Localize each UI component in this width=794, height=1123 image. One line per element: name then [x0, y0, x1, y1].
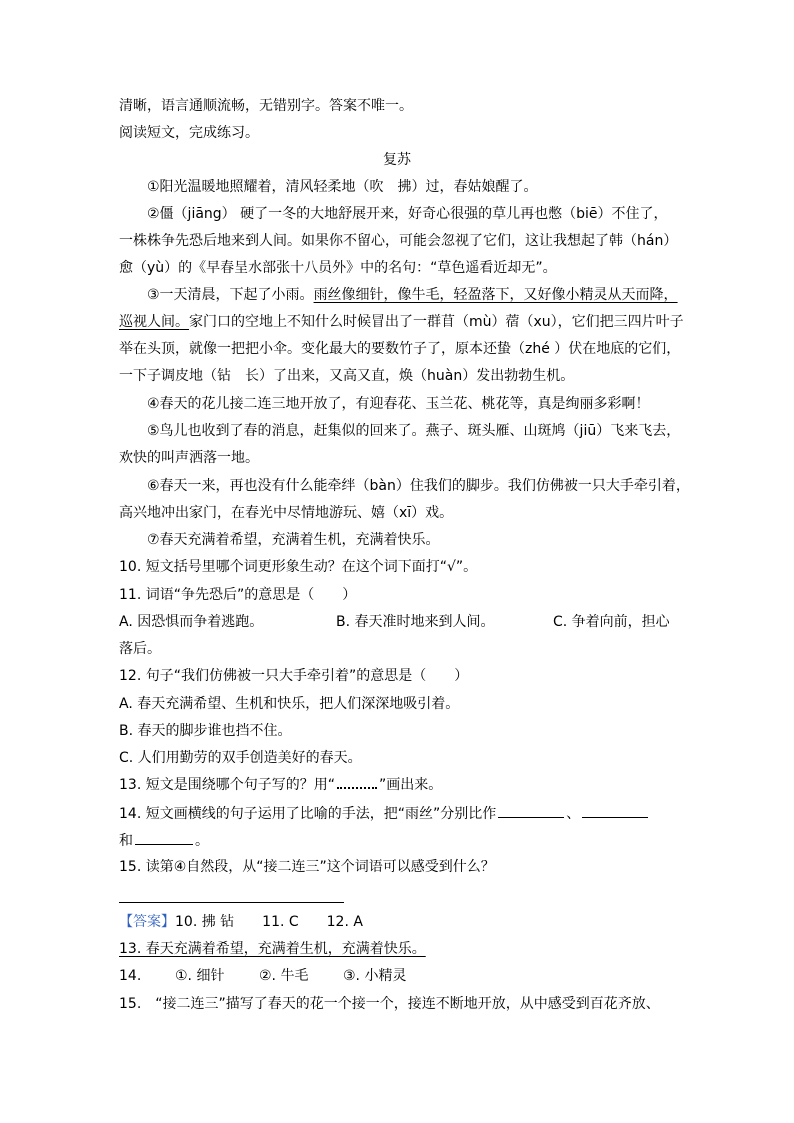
text: 13. 短文是围绕哪个句子写的？用“: [119, 777, 335, 793]
option-b: B. 春天准时地来到人间。: [336, 614, 495, 630]
paragraph-2-line: 一株株争先恐后地来到人间。如果你不留心，可能会忽视了它们，这让我想起了韩（hán）: [119, 233, 678, 249]
question-13: [119, 775, 442, 795]
text: 。: [195, 833, 209, 849]
answer-15: 15. “接二连三”描写了春天的花一个接一个，接连不断地开放，从中感受到百花齐放、: [119, 996, 660, 1012]
instruction: 阅读短文，完成练习。: [119, 125, 259, 141]
option-c: C. 人们用勤劳的双手创造美好的春天。: [119, 750, 362, 766]
answer-14-a: ①. 细针: [175, 968, 225, 984]
text: ③一天清晨，下起了小雨。: [147, 287, 314, 303]
question-10: 10. 短文括号里哪个词更形象生动？在这个词下面打“√”。: [119, 559, 478, 575]
option-c: C. 争着向前，担心: [553, 614, 670, 630]
text-line: 清晰，语言通顺流畅，无错别字。答案不唯一。: [119, 98, 413, 114]
paragraph-3-line: [147, 285, 678, 305]
text: 家门口的空地上不知什么时候冒出了一群苜（mù）蓿（xu），它们把三四片叶子: [189, 314, 684, 330]
text: 、: [566, 806, 581, 822]
divider: [119, 902, 344, 903]
text: 10. 拂 钻 11. C 12. A: [175, 914, 363, 930]
answer-blank[interactable]: [498, 803, 564, 818]
answer-14-number: 14.: [119, 968, 142, 984]
paragraph-5-line: 欢快的叫声洒落一地。: [119, 450, 259, 466]
answer-blank[interactable]: [135, 830, 193, 845]
text: 13. 春天充满着希望，充满着生机，充满着快乐。: [119, 941, 426, 957]
underlined-sentence: 雨丝像细针，像牛毛，轻盈落下，又好像小精灵从天而降，: [313, 287, 678, 303]
paragraph-3-line: [119, 312, 684, 332]
paragraph-3-line: 一下子调皮地（钻 长）了出来，又高又直，焕（huàn）发出勃勃生机。: [119, 368, 575, 384]
text: ”画出来。: [378, 777, 443, 793]
paragraph-1: ①阳光温暖地照耀着，清风轻柔地（吹 拂）过，春姑娘醒了。: [147, 179, 538, 195]
option-c-continued: 落后。: [119, 641, 161, 657]
option-b: B. 春天的脚步谁也挡不住。: [119, 723, 292, 739]
text: 14. 短文画横线的句子运用了比喻的手法，把“雨丝”分别比作: [119, 806, 497, 822]
paragraph-3-line: 举在头顶，就像一把把小伞。变化最大的要数竹子了，原本还蛰（zhé ）伏在地底的它们，: [119, 341, 681, 357]
paragraph-5-line: ⑤鸟儿也收到了春的消息，赶集似的回来了。燕子、斑头雁、山斑鸠（jiū）飞来飞去，: [147, 423, 681, 439]
option-a: A. 春天充满希望、生机和快乐，把人们深深地吸引着。: [119, 696, 460, 712]
paragraph-2-line: ②僵（jiāng） 硬了一冬的大地舒展开来，好奇心很强的草儿再也憋（biē）不住了，: [147, 206, 668, 222]
text: 和: [119, 833, 133, 849]
question-14-continued: [119, 830, 209, 851]
paragraph-7: ⑦春天充满着希望，充满着生机，充满着快乐。: [147, 532, 440, 548]
question-12: 12. 句子“我们仿佛被一只大手牵引着”的意思是（ ）: [119, 668, 469, 684]
paragraph-6-line: ⑥春天一来，再也没有什么能牵绊（bàn）住我们的脚步。我们仿佛被一只大手牵引着，: [147, 478, 690, 494]
answer-tag: 【答案】: [119, 914, 175, 930]
answer-line: [119, 912, 363, 932]
question-14: [119, 803, 650, 824]
answer-14-b: ②. 牛毛: [259, 968, 309, 984]
answer-13: [119, 939, 426, 959]
question-11: 11. 词语“争先恐后”的意思是（ ）: [119, 587, 357, 603]
option-a: A. 因恐惧而争着逃跑。: [119, 614, 264, 630]
answer-blank[interactable]: [582, 803, 648, 818]
wavy-line-mark: [337, 777, 377, 789]
paragraph-4: ④春天的花儿接二连三地开放了，有迎春花、玉兰花、桃花等，真是绚丽多彩啊！: [147, 396, 650, 412]
answer-14-c: ③. 小精灵: [343, 968, 407, 984]
passage-title: 复苏: [383, 152, 411, 168]
question-15: 15. 读第④自然段，从“接二连三”这个词语可以感受到什么？: [119, 859, 495, 875]
paragraph-6-line: 高兴地冲出家门，在春光中尽情地游玩、嬉（xī）戏。: [119, 505, 454, 521]
underlined-sentence: 巡视人间。: [119, 314, 189, 330]
paragraph-2-line: 愈（yù）的《早春呈水部张十八员外》中的名句：“草色遥看近却无”。: [119, 260, 557, 276]
